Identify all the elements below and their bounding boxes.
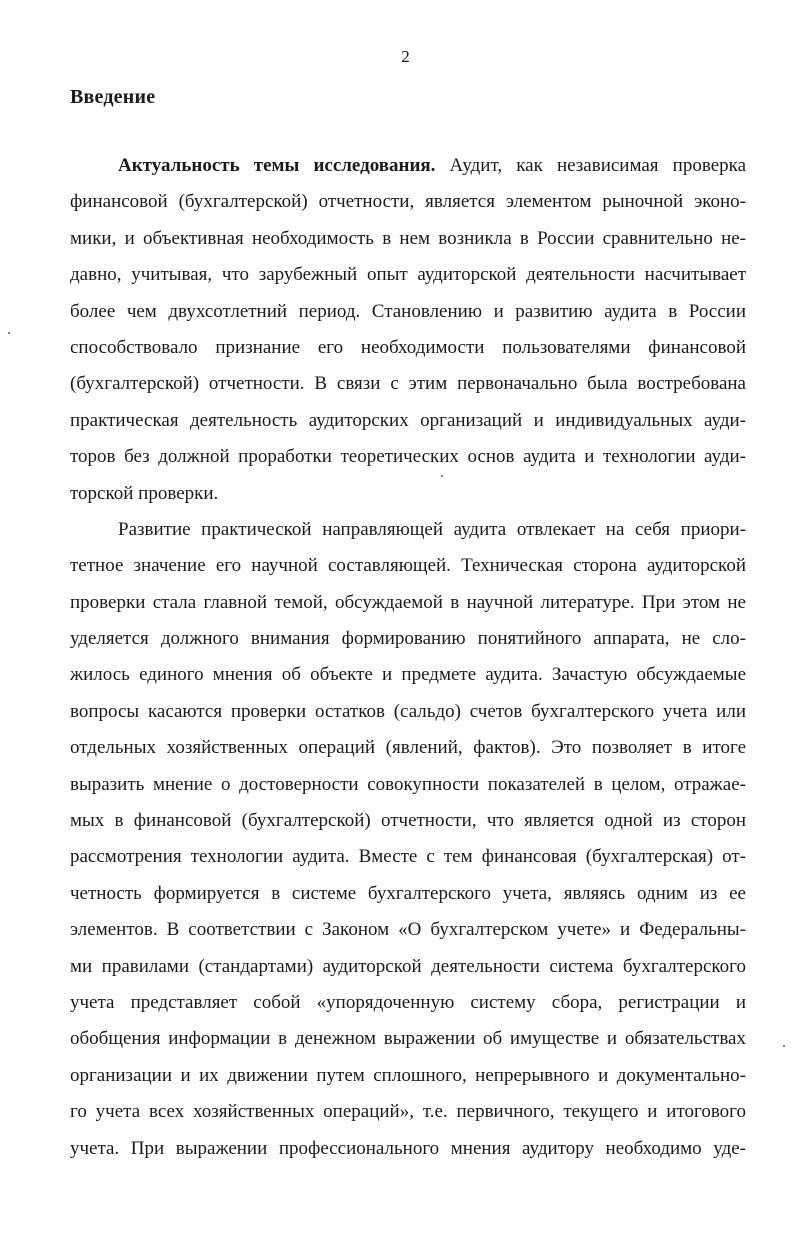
scan-speck [8,332,10,334]
text-line: торов без должной проработки теоретических основ аудита и технологии ауди- [70,446,746,468]
section-heading: Введение [70,86,156,108]
text-line: тетное значение его научной составляющей. Техническая сторона аудиторской [70,555,746,577]
text-line: давно, учитывая, что зарубежный опыт аудиторской деятельности насчитывает [70,264,746,286]
text-line: торской проверки. [70,482,219,504]
text-line: ми правилами (стандартами) аудиторской деятельности система бухгалтерского [70,955,746,977]
text-line: вопросы касаются проверки остатков (сальдо) счетов бухгалтерского учета или [70,700,746,722]
text-line: мых в финансовой (бухгалтерской) отчетности, что является одной из сторон [70,810,746,832]
text-line: организации и их движении путем сплошного, непрерывного и документально- [70,1064,746,1086]
text-line: Развитие практической направляющей аудита отвлекает на себя приори- [118,518,746,540]
text-line: учета. При выражении профессионального мнения аудитору необходимо уде- [70,1137,746,1159]
scan-speck [783,1045,785,1047]
text-line: более чем двухсотлетний период. Становлению и развитию аудита в России [70,300,746,322]
text-line: выразить мнение о достоверности совокупности показателей в целом, отражае- [70,773,746,795]
text-line: практическая деятельность аудиторских организаций и индивидуальных ауди- [70,409,746,431]
text-line: способствовало признание его необходимости пользователями финансовой [70,336,746,358]
text-line: обобщения информации в денежном выражении об имуществе и обязательствах [70,1028,746,1050]
paragraph [70,512,746,1167]
document-body [70,148,746,1167]
text-line: четность формируется в системе бухгалтерского учета, являясь одним из ее [70,882,746,904]
text-line: проверки стала главной темой, обсуждаемой в научной литературе. При этом не [70,591,746,613]
scan-speck [441,475,443,477]
text-line-content: Аудит, как независимая проверка [435,155,747,176]
text-line: учета представляет собой «упорядоченную систему сбора, регистрации и [70,991,746,1013]
text-line: мики, и объективная необходимость в нем возникла в России сравнительно не- [70,227,746,249]
page-number: 2 [401,47,410,66]
topic-relevance-lead: Актуальность темы исследования. [118,155,436,176]
text-line: отдельных хозяйственных операций (явлений, фактов). Это позволяет в итоге [70,737,746,759]
text-line: уделяется должного внимания формированию понятийного аппарата, не сло- [70,628,746,650]
text-line: финансовой (бухгалтерской) отчетности, является элементом рыночной эконо- [70,191,746,213]
text-line: (бухгалтерской) отчетности. В связи с этим первоначально была востребована [70,373,746,395]
text-line [70,148,746,184]
paragraph [70,148,746,512]
text-line: го учета всех хозяйственных операций», т.е. первичного, текущего и итогового [70,1101,746,1123]
text-line: рассмотрения технологии аудита. Вместе с тем финансовая (бухгалтерская) от- [70,846,746,868]
text-line: жилось единого мнения об объекте и предмете аудита. Зачастую обсуждаемые [70,664,746,686]
text-line: элементов. В соответствии с Законом «О бухгалтерском учете» и Федеральны- [70,919,746,941]
